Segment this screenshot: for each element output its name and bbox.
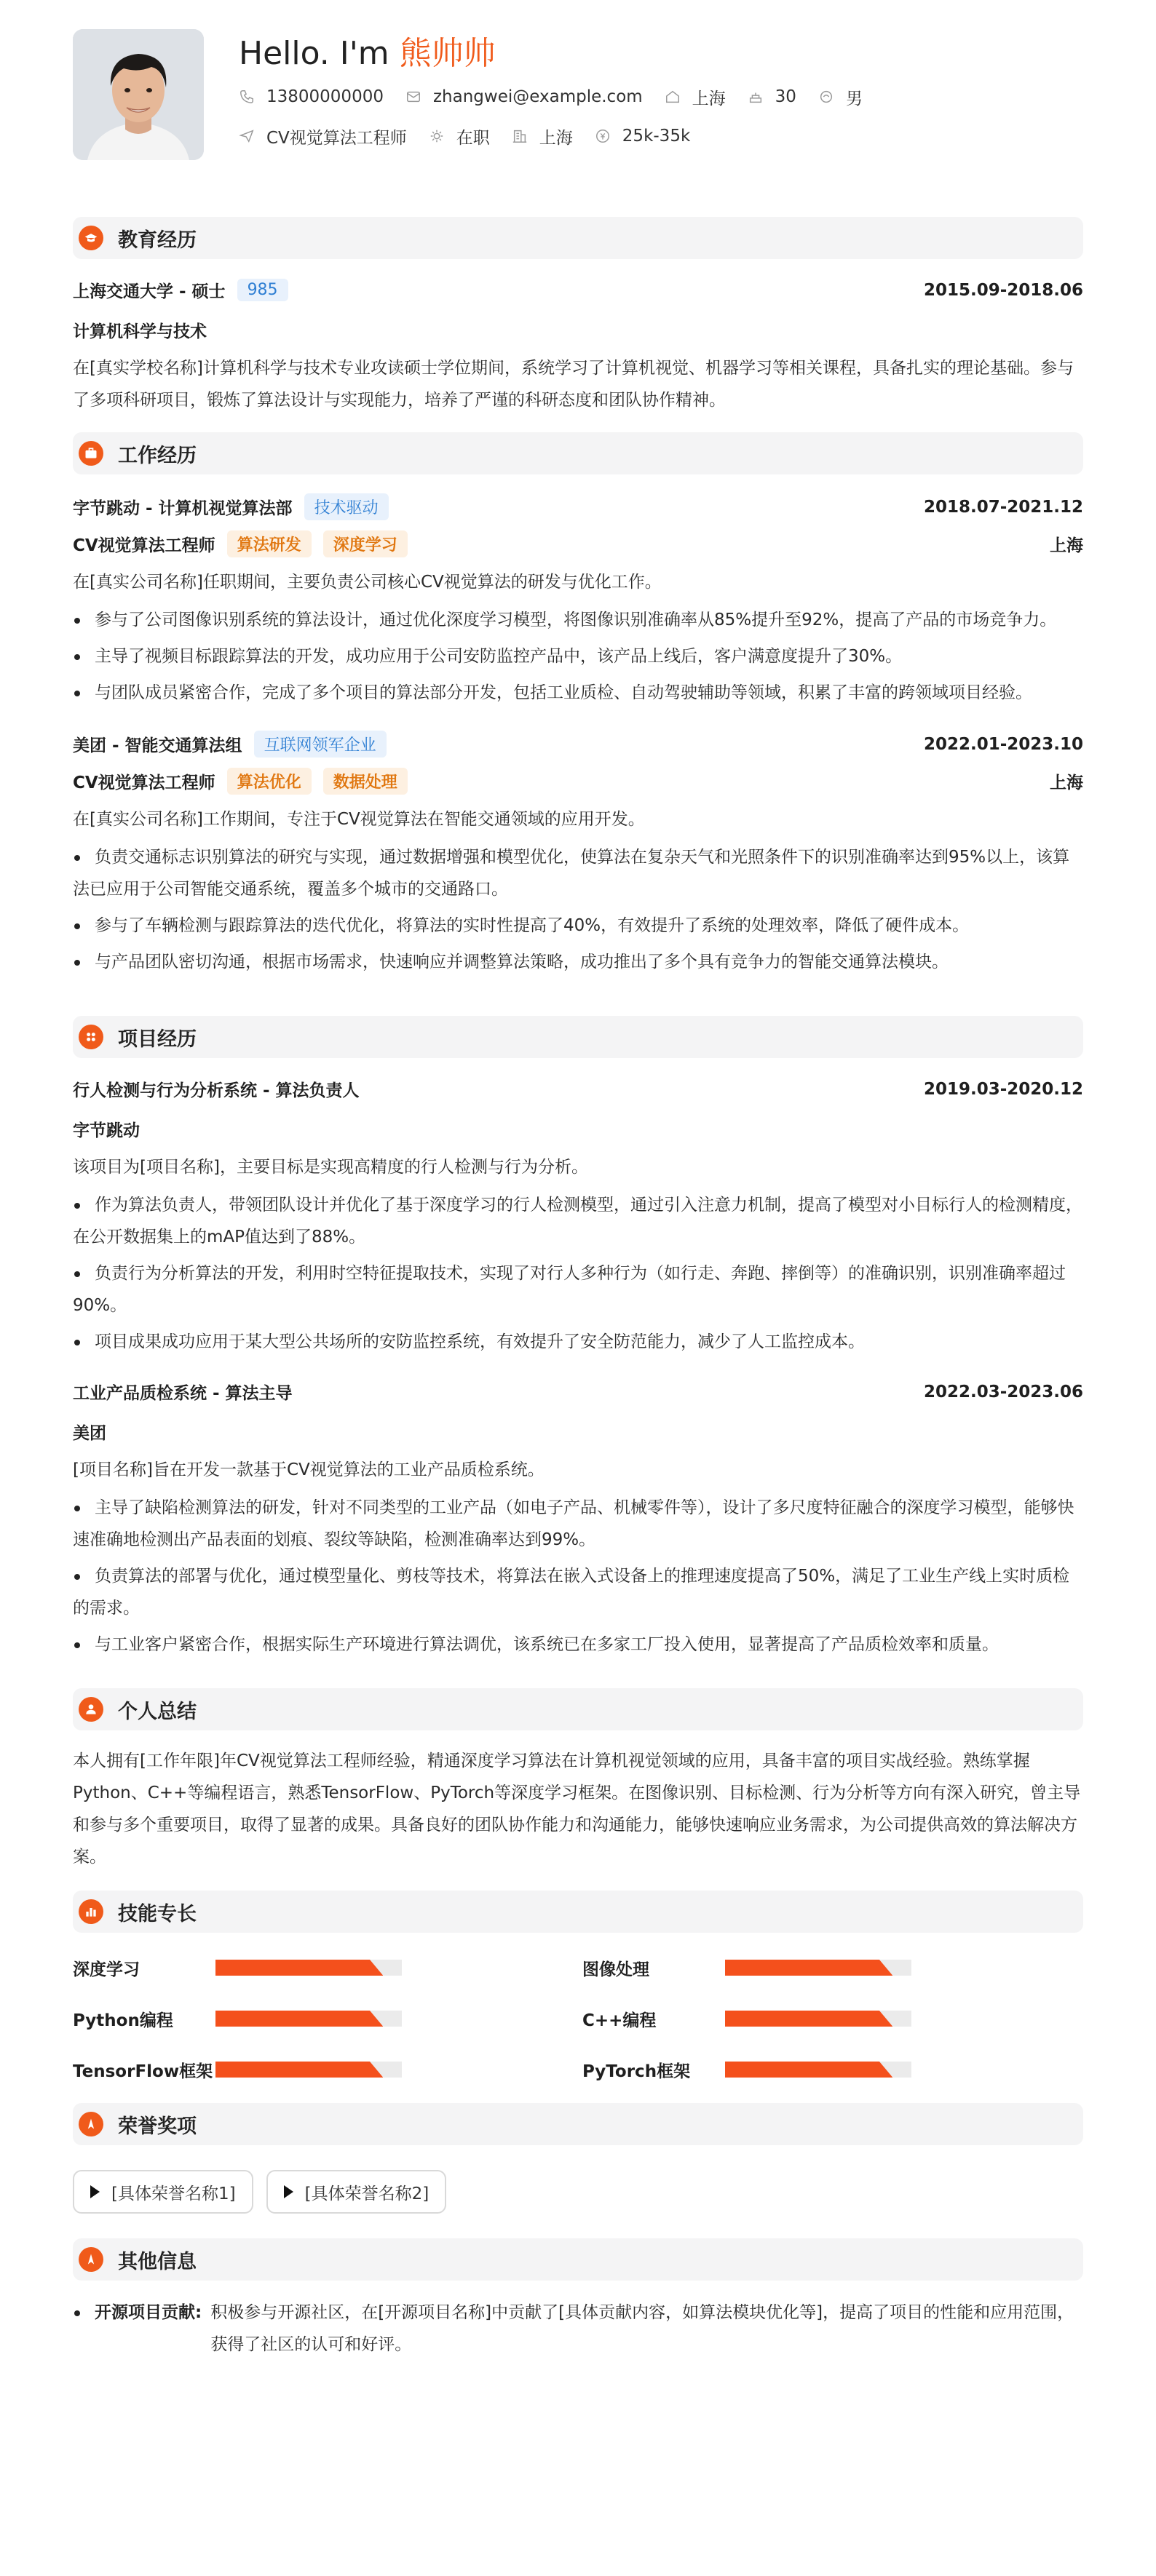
school-name: 上海交通大学 - 硕士 [73, 282, 226, 301]
bullet-text: 主导了缺陷检测算法的研发，针对不同类型的工业产品（如电子产品、机械零件等），设计了多尺度特征融合的深度学习模型，能够快速准确地检测出产品表面的划痕、裂纹等缺陷，检测准确率达到99%。 [73, 1498, 1074, 1549]
work-role-row [73, 768, 1083, 795]
award-icon [79, 2112, 103, 2136]
skill-item [582, 2004, 1085, 2033]
work-bullets [73, 604, 1083, 709]
education-date: 2015.09-2018.06 [923, 280, 1083, 300]
play-icon [90, 2185, 100, 2198]
role-tag: 算法研发 [227, 530, 312, 557]
project-header [73, 1380, 1083, 1404]
bullet-text: 负责行为分析算法的开发，利用时空特征提取技术，实现了对行人多种行为（如行走、奔跑、摔倒等）的准确识别，识别准确率超过90%。 [73, 1264, 1066, 1315]
bullet-text: 参与了公司图像识别系统的算法设计，通过优化深度学习模型，将图像识别准确率从85%提升至92%，提高了产品的市场竞争力。 [95, 611, 1057, 629]
other-label: 开源项目贡献: [73, 2297, 202, 2361]
list-item [73, 1560, 1083, 1624]
bullet-text: 参与了车辆检测与跟踪算法的迭代优化，将算法的实时性提高了40%，有效提升了系统的处理效率，降低了硬件成本。 [95, 916, 970, 935]
project-item [73, 1380, 1083, 1661]
role-tag: 数据处理 [323, 768, 408, 795]
age-icon [748, 89, 764, 105]
honor-item[interactable] [266, 2170, 447, 2214]
list-item [73, 1492, 1083, 1556]
section-education-title [73, 217, 1083, 259]
gender-icon [818, 89, 834, 105]
skill-item [73, 2055, 582, 2084]
skill-fill [725, 2062, 892, 2078]
email-text: zhangwei@example.com [432, 87, 643, 106]
skill-fill [215, 2062, 383, 2078]
phone-item [239, 87, 384, 106]
gender-text: 男 [845, 89, 863, 108]
project-date: 2022.03-2023.06 [923, 1382, 1083, 1402]
section-projects-title [73, 1016, 1083, 1058]
project-date: 2019.03-2020.12 [923, 1079, 1083, 1099]
age-text: 30 [775, 87, 796, 106]
bullet-text: 项目成果成功应用于某大型公共场所的安防监控系统，有效提升了安全防范能力，减少了人工监控成本。 [95, 1332, 865, 1351]
skill-bar [215, 2062, 402, 2078]
company-name: 美团 - 智能交通算法组 [73, 736, 242, 755]
section-heading: 荣誉奖项 [118, 2115, 197, 2138]
honor-label: [具体荣誉名称1] [111, 2184, 236, 2203]
skill-item [582, 2055, 1085, 2084]
skill-name: 深度学习 [73, 1960, 140, 1979]
resume-header [73, 29, 1083, 175]
section-other-title [73, 2238, 1083, 2281]
honor-item[interactable] [73, 2170, 253, 2214]
bar-chart-icon [79, 1899, 103, 1924]
list-item [73, 1189, 1083, 1253]
section-summary-title [73, 1688, 1083, 1730]
age-item [748, 87, 796, 106]
work-header [73, 493, 1083, 520]
skill-bar [725, 2011, 911, 2027]
education-school [73, 278, 288, 302]
skill-bar [215, 1960, 402, 1976]
work-intro: 在[真实公司名称]任职期间，主要负责公司核心CV视觉算法的研发与优化工作。 [73, 573, 662, 592]
mail-icon [405, 89, 421, 105]
section-work-title [73, 432, 1083, 474]
project-item [73, 1077, 1083, 1358]
role-tag: 深度学习 [323, 530, 408, 557]
list-item [73, 946, 1083, 978]
user-icon [79, 1697, 103, 1722]
skill-name: 图像处理 [582, 1960, 649, 1979]
work-company [73, 493, 389, 520]
skill-name: C++编程 [582, 2011, 657, 2030]
grid-icon [79, 1025, 103, 1049]
skill-fill [215, 2011, 383, 2027]
work-role [73, 768, 408, 795]
building-icon [512, 128, 528, 144]
skill-fill [725, 2011, 892, 2027]
work-list [73, 493, 1083, 978]
home-icon [665, 89, 681, 105]
summary-text: 本人拥有[工作年限]年CV视觉算法工程师经验，精通深度学习算法在计算机视觉领域的应用，具备丰富的项目实战经验。熟练掌握Python、C++等编程语言，熟悉TensorFlow、PyTorch等深度学习框架。在图像识别、目标检测、行为分析等方向有深入研究，曾主导和参与多个重要项目，取得了显著的成果。具备良好的团队协作能力和沟通能力，能够快速响应业务需求，为公司提供高效的算法解决方案。 [73, 1752, 1081, 1867]
company-name: 字节跳动 - 计算机视觉算法部 [73, 499, 293, 518]
bullet-text: 与团队成员紧密合作，完成了多个项目的算法部分开发，包括工业质检、自动驾驶辅助等领域，积累了丰富的跨领域项目经验。 [95, 683, 1032, 702]
bullet-text: 主导了视频目标跟踪算法的开发，成功应用于公司安防监控产品中，该产品上线后，客户满意度提升了30%。 [95, 647, 903, 666]
status-item [429, 124, 490, 148]
project-bullets [73, 1189, 1083, 1358]
bullet-text: 负责交通标志识别算法的研究与实现，通过数据增强和模型优化，使算法在复杂天气和光照条件下的识别准确率达到95%以上，该算法已应用于公司智能交通系统，覆盖多个城市的交通路口。 [73, 848, 1070, 899]
list-item [73, 1257, 1083, 1321]
work-city: 上海 [1050, 536, 1083, 555]
location-item [665, 85, 726, 109]
skill-name: TensorFlow框架 [73, 2062, 213, 2081]
section-heading: 技能专长 [118, 1902, 197, 1925]
salary-item [595, 127, 690, 146]
graduation-cap-icon [79, 226, 103, 250]
list-item [73, 677, 1083, 709]
greeting-text: Hello. I'm [239, 35, 400, 72]
bullet-text: 作为算法负责人，带领团队设计并优化了基于深度学习的行人检测模型，通过引入注意力机制，提高了模型对小目标行人的检测精度，在公开数据集上的mAP值达到了88%。 [73, 1196, 1082, 1247]
section-honors-title [73, 2103, 1083, 2145]
bullet-text: 与工业客户紧密合作，根据实际生产环境进行算法调优，该系统已在多家工厂投入使用，显著提高了产品质检效率和质量。 [95, 1635, 999, 1654]
greeting [239, 31, 884, 77]
status-text: 在职 [456, 128, 490, 148]
avatar [73, 29, 204, 160]
education-major: 计算机科学与技术 [73, 322, 207, 341]
section-heading: 个人总结 [118, 1700, 197, 1723]
job-row [239, 116, 884, 156]
candidate-name: 熊帅帅 [399, 35, 496, 72]
skill-name: Python编程 [73, 2011, 173, 2030]
work-city: 上海 [1050, 774, 1083, 792]
skill-item [582, 1953, 1085, 1982]
project-org: 字节跳动 [73, 1121, 140, 1140]
honors-list [73, 2170, 1083, 2214]
work-company [73, 731, 387, 758]
project-header [73, 1077, 1083, 1101]
send-icon [239, 128, 255, 144]
work-role [73, 530, 408, 557]
work-date: 2022.01-2023.10 [923, 734, 1083, 754]
header-info [239, 29, 884, 156]
skill-fill [215, 1960, 383, 1976]
skill-fill [725, 1960, 892, 1976]
skill-bar [215, 2011, 402, 2027]
phone-icon [239, 89, 255, 105]
bullet-text: 与产品团队密切沟通，根据市场需求，快速响应并调整算法策略，成功推出了多个具有竞争力的智能交通算法模块。 [95, 953, 949, 971]
award-icon [79, 2247, 103, 2272]
salary-text: 25k-35k [622, 127, 691, 146]
position-text: CV视觉算法工程师 [266, 128, 407, 148]
work-intro: 在[真实公司名称]工作期间，专注于CV视觉算法在智能交通领域的应用开发。 [73, 810, 645, 829]
role-tag: 算法优化 [227, 768, 312, 795]
list-item [73, 640, 1083, 672]
gear-icon [429, 128, 445, 144]
list-item [73, 604, 1083, 636]
education-row [73, 278, 1083, 302]
school-tag: 985 [237, 279, 288, 301]
phone-text: 13800000000 [266, 87, 384, 106]
section-heading: 其他信息 [118, 2250, 197, 2273]
position-item [239, 124, 407, 148]
work-header [73, 731, 1083, 758]
list-item [73, 841, 1083, 905]
company-tag: 技术驱动 [304, 493, 389, 520]
skills-grid [73, 1953, 1083, 2084]
email-item [405, 87, 643, 106]
skill-item [73, 1953, 582, 1982]
project-intro: 该项目为[项目名称]，主要目标是实现高精度的行人检测与行为分析。 [73, 1158, 588, 1177]
location-text: 上海 [692, 89, 726, 108]
work-item [73, 731, 1083, 978]
work-bullets [73, 841, 1083, 978]
section-heading: 项目经历 [118, 1027, 197, 1051]
contact-row [239, 77, 884, 116]
section-heading: 教育经历 [118, 228, 197, 252]
work-city-text: 上海 [539, 128, 573, 148]
skill-bar [725, 2062, 911, 2078]
play-icon [284, 2185, 293, 2198]
project-bullets [73, 1492, 1083, 1661]
skill-item [73, 2004, 582, 2033]
list-item [73, 1326, 1083, 1358]
project-intro: [项目名称]旨在开发一款基于CV视觉算法的工业产品质检系统。 [73, 1460, 545, 1479]
project-name: 工业产品质检系统 - 算法主导 [73, 1384, 293, 1403]
project-name: 行人检测与行为分析系统 - 算法负责人 [73, 1081, 360, 1100]
skill-bar [725, 1960, 911, 1976]
education-description: 在[真实学校名称]计算机科学与技术专业攻读硕士学位期间，系统学习了计算机视觉、机器学习等相关课程，具备扎实的理论基础。参与了多项科研项目，锻炼了算法设计与实现能力，培养了严谨的科研态度和团队协作精神。 [73, 359, 1074, 410]
section-heading: 工作经历 [118, 444, 197, 467]
list-item [73, 910, 1083, 942]
section-skills-title [73, 1891, 1083, 1933]
company-tag: 互联网领军企业 [254, 731, 387, 758]
list-item [73, 1629, 1083, 1661]
work-role-row [73, 530, 1083, 557]
role-name: CV视觉算法工程师 [73, 536, 215, 555]
honor-label: [具体荣誉名称2] [304, 2184, 429, 2203]
work-date: 2018.07-2021.12 [923, 497, 1083, 517]
role-name: CV视觉算法工程师 [73, 774, 215, 792]
gender-item [818, 85, 863, 109]
work-city-item [512, 124, 573, 148]
bullet-text: 负责算法的部署与优化，通过模型量化、剪枝等技术，将算法在嵌入式设备上的推理速度提高了50%，满足了工业生产线上实时质检的需求。 [73, 1567, 1070, 1618]
skill-name: PyTorch框架 [582, 2062, 691, 2081]
briefcase-icon [79, 441, 103, 466]
project-org: 美团 [73, 1424, 106, 1443]
coin-icon [595, 128, 611, 144]
other-text: 积极参与开源社区，在[开源项目名称]中贡献了[具体贡献内容，如算法模块优化等]，提高了项目的性能和应用范围，获得了社区的认可和好评。 [210, 2303, 1074, 2354]
work-item [73, 493, 1083, 709]
other-info-item [73, 2297, 1083, 2361]
